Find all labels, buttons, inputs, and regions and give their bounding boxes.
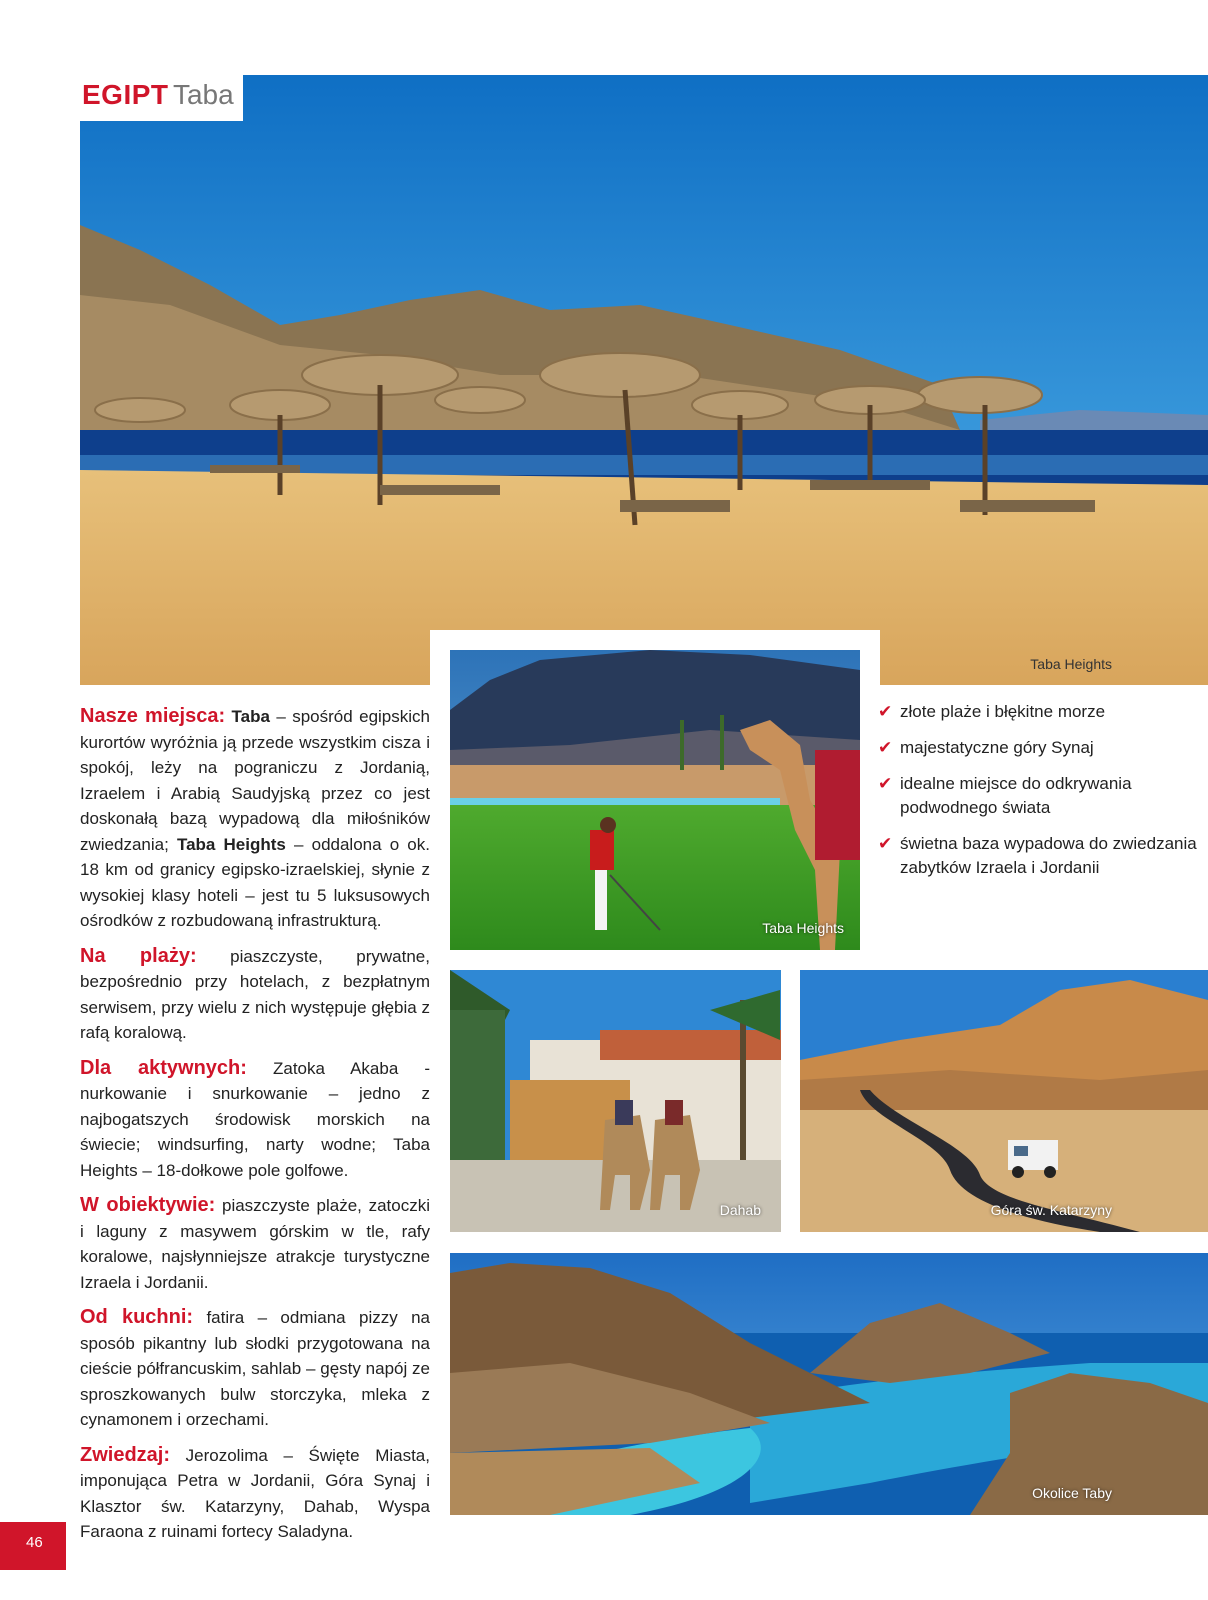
check-icon: ✔ bbox=[878, 834, 893, 853]
page-title bbox=[80, 75, 243, 121]
katarzyny-caption: Góra św. Katarzyny bbox=[990, 1202, 1112, 1218]
highlight-item: ✔ idealne miejsce do odkrywania podwodnego świata bbox=[878, 774, 1132, 817]
title-country: EGIPT bbox=[82, 79, 169, 110]
page-number: 46 bbox=[0, 1522, 66, 1570]
golf-photo bbox=[450, 650, 860, 950]
highlight-item: ✔ świetna baza wypadowa do zwiedzania zabytków Izraela i Jordanii bbox=[878, 834, 1197, 877]
section-zwiedzaj: Zwiedzaj: Jerozolima – Święte Miasta, imponująca Petra w Jordanii, Góra Synaj i Klasztor św. Katarzyny, Dahab, Wyspa Faraona z ruinami fortecy Saladyna. bbox=[80, 1443, 430, 1541]
check-icon: ✔ bbox=[878, 702, 893, 721]
highlight-item: ✔ złote plaże i błękitne morze bbox=[878, 700, 1208, 724]
highlight-item: ✔ majestatyczne góry Synaj bbox=[878, 736, 1208, 760]
section-heading: Na plaży: bbox=[80, 944, 197, 967]
title-region: Taba bbox=[172, 79, 234, 110]
section-heading: W obiektywie: bbox=[80, 1194, 216, 1216]
hero-caption: Taba Heights bbox=[1030, 656, 1112, 672]
dahab-photo bbox=[450, 970, 781, 1232]
desert-road-image bbox=[800, 970, 1208, 1232]
section-dla-aktywnych: Dla aktywnych: Zatoka Akaba - nurkowanie i snurkowanie – jedno z najbogatszych środowisk morskich na świecie; windsurfing, narty wodne; Taba Heights – 18-dołkowe pole golfowe. bbox=[80, 1056, 430, 1180]
section-w-obiektywie: W obiektywie: piaszczyste plaże, zatoczki i laguny z masywem górskim w tle, rafy koralowe, najsłynniejsze atrakcje turystyczne Izraela i Jordanii. bbox=[80, 1194, 430, 1292]
bay-mountains-image bbox=[450, 1253, 1208, 1515]
golf-camel-image bbox=[450, 650, 860, 950]
dahab-caption: Dahab bbox=[719, 1202, 761, 1218]
check-icon: ✔ bbox=[878, 774, 893, 793]
hero-beach-image bbox=[80, 75, 1208, 685]
section-heading: Od kuchni: bbox=[80, 1306, 194, 1328]
hero-photo bbox=[80, 75, 1208, 685]
section-nasze-miejsca: Nasze miejsca: Taba – spośród egipskich kurortów wyróżnia ją przede wszystkim cisza i spokój, leży na pograniczu z Jordanią, Izraelem i Arabią Saudyjską przez co jest doskonałą bazą wypadową dla miłośników zwiedzania; Taba Heights – oddalona o ok. 18 km od granicy egipsko-izraelskiej, słynie z wysokiej klasy hoteli – jest tu 5 luksusowych ośrodków z rozbudowaną infrastrukturą. bbox=[80, 705, 430, 930]
check-icon: ✔ bbox=[878, 738, 893, 757]
section-heading: Zwiedzaj: bbox=[80, 1443, 171, 1466]
section-heading: Dla aktywnych: bbox=[80, 1056, 247, 1079]
section-na-plazy: Na plaży: piaszczyste, prywatne, bezpośrednio przy hotelach, z bezpłatnym serwisem, przy wielu z nich występuje głębia z rafą koralową. bbox=[80, 944, 430, 1042]
katarzyny-photo bbox=[800, 970, 1208, 1232]
okolice-caption: Okolice Taby bbox=[1032, 1485, 1112, 1501]
description-column bbox=[80, 704, 430, 1555]
section-heading: Nasze miejsca: bbox=[80, 705, 226, 727]
okolice-photo bbox=[450, 1253, 1208, 1515]
dahab-street-image bbox=[450, 970, 781, 1232]
highlights-list bbox=[878, 700, 1208, 892]
section-od-kuchni: Od kuchni: fatira – odmiana pizzy na sposób pikantny lub słodki przygotowana na cieście półfrancuskim, sahlab – gęsty napój ze sproszkowanych bulw storczyka, mleka z cynamonem i orzechami. bbox=[80, 1306, 430, 1429]
golf-caption: Taba Heights bbox=[762, 920, 844, 936]
